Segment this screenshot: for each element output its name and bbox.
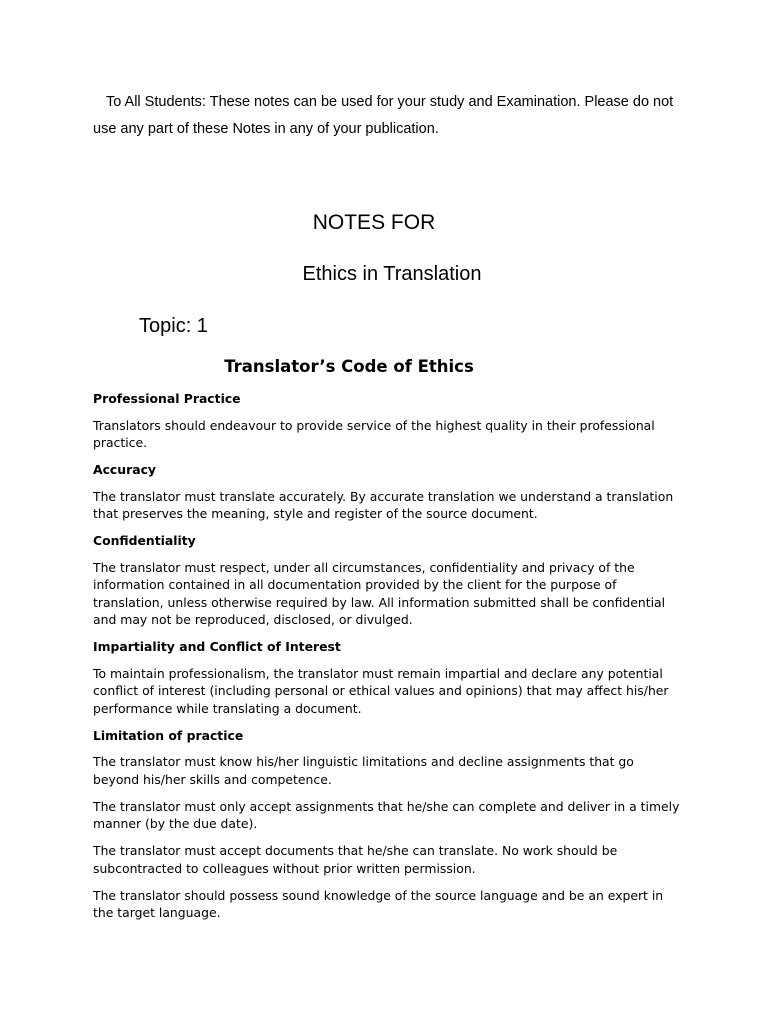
student-notice: To All Students: These notes can be used for your study and Examination. Please do not use any part of these Notes in any of your publication. bbox=[93, 94, 674, 137]
section-paragraph: The translator must know his/her linguistic limitations and decline assignments that go beyond his/her skills and competence. bbox=[93, 754, 634, 787]
title-subject: Ethics in Translation bbox=[302, 263, 482, 285]
section-heading-confidentiality: Confidentiality bbox=[93, 533, 196, 548]
topic-heading: Topic: 1 bbox=[139, 315, 208, 337]
section-paragraph: The translator must accept documents that he/she can translate. No work should be subcontracted to colleagues without prior written permission. bbox=[93, 843, 618, 876]
section-paragraph: Translators should endeavour to provide service of the highest quality in their professional practice. bbox=[93, 417, 655, 450]
section-paragraph: The translator must only accept assignments that he/she can complete and deliver in a timely manner (by the due date). bbox=[93, 798, 680, 831]
section-paragraph: The translator must translate accurately. By accurate translation we understand a translation that preserves the meaning, style and register of the source document. bbox=[93, 488, 674, 521]
section-heading-impartiality: Impartiality and Conflict of Interest bbox=[93, 639, 341, 654]
section-heading-professional-practice: Professional Practice bbox=[93, 391, 241, 406]
section-heading-accuracy: Accuracy bbox=[93, 462, 156, 477]
code-of-ethics-heading: Translator’s Code of Ethics bbox=[224, 357, 474, 376]
title-notes-for: NOTES FOR bbox=[312, 211, 436, 234]
section-paragraph: The translator should possess sound knowledge of the source language and be an expert in the target language. bbox=[93, 887, 664, 920]
document-body bbox=[93, 390, 683, 931]
section-heading-limitation-of-practice: Limitation of practice bbox=[93, 727, 244, 743]
section-paragraph: To maintain professionalism, the translator must remain impartial and declare any potential conflict of interest (including personal or ethical values and opinions) that may affect his/her performance while translating a document. bbox=[93, 665, 669, 716]
section-paragraph: The translator must respect, under all circumstances, confidentiality and privacy of the information contained in all documentation provided by the client for the purpose of translation, unless otherwise required by law. All information submitted shall be confidential and may not be reproduced, disclosed, or divulged. bbox=[93, 559, 666, 627]
